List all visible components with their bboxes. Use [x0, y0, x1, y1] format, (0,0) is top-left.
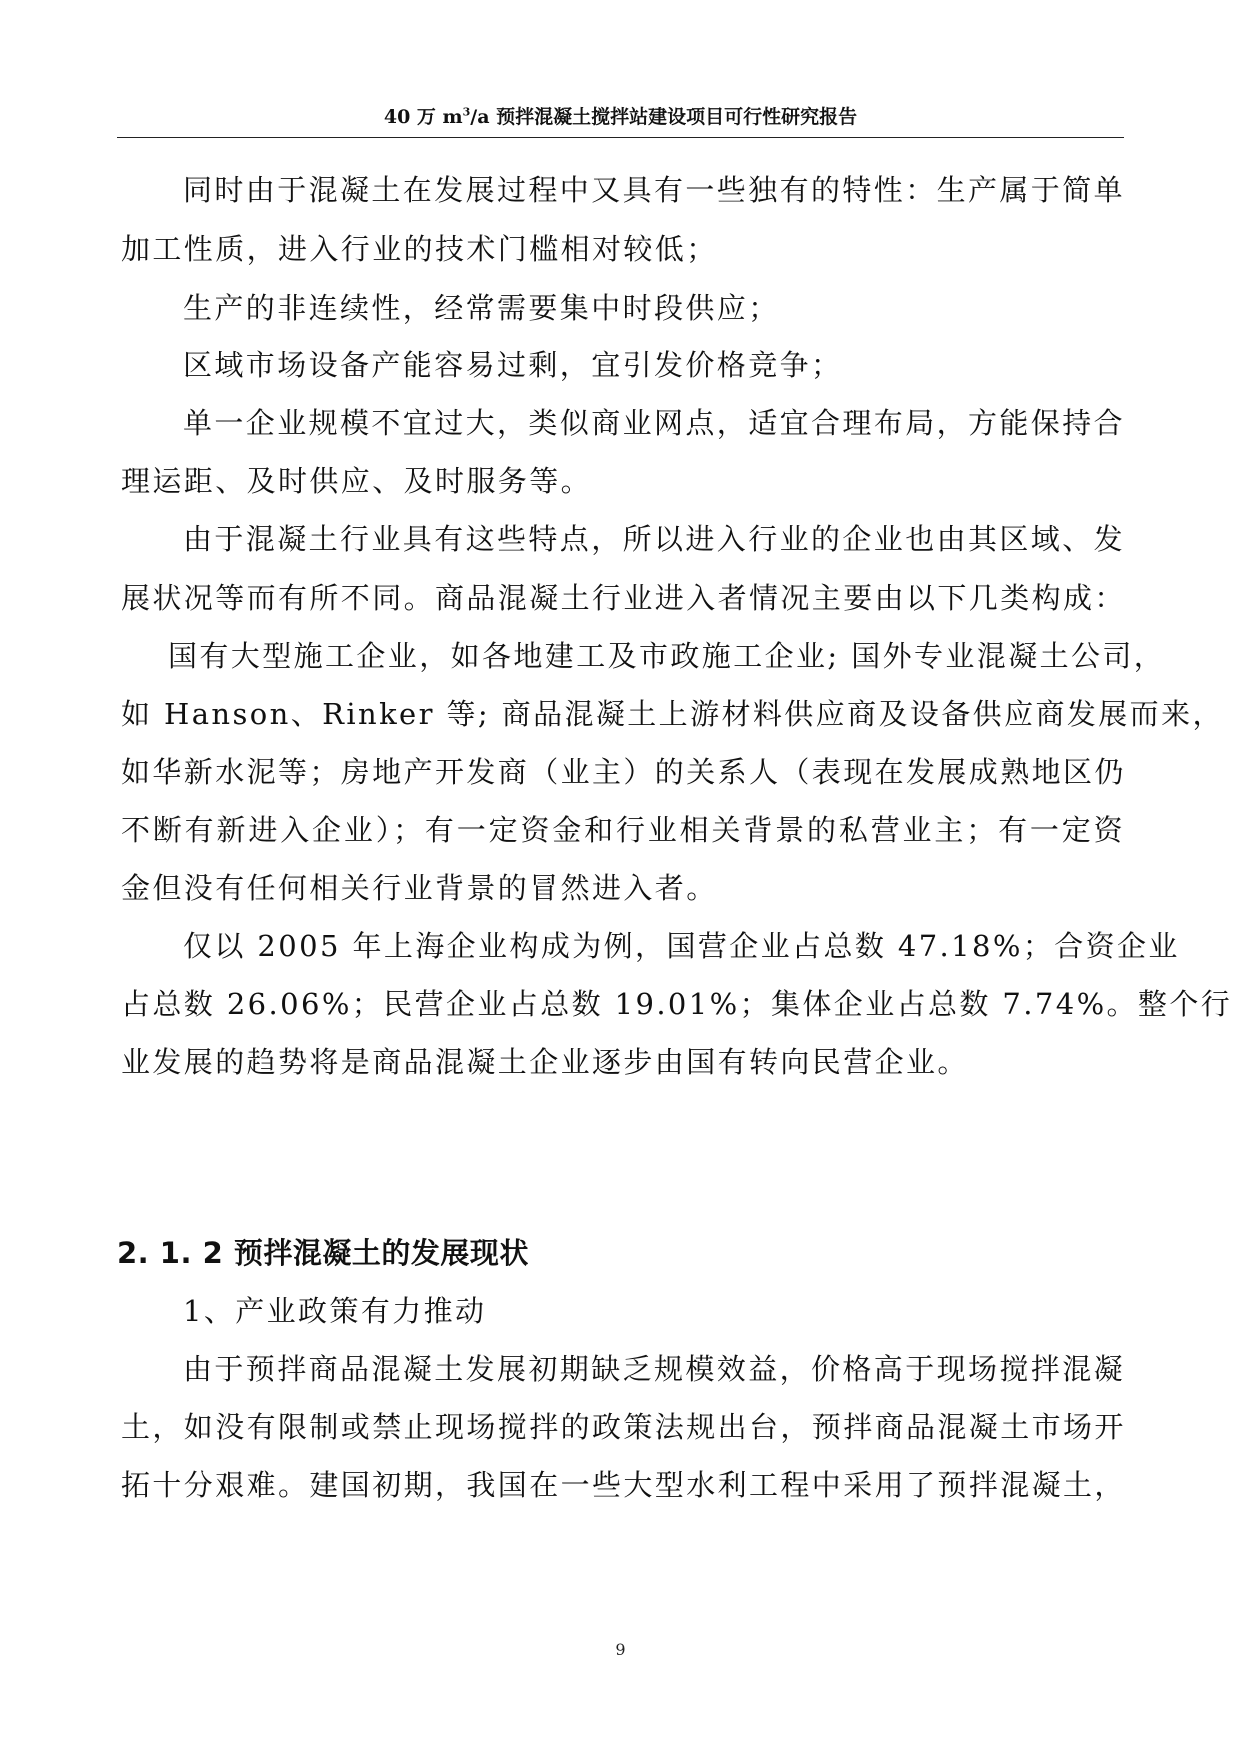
body-line: 由于预拌商品混凝土发展初期缺乏规模效益，价格高于现场搅拌混凝 — [183, 1352, 1126, 1386]
body-line: 加工性质，进入行业的技术门槛相对较低； — [121, 232, 718, 266]
body-line: 国有大型施工企业，如各地建工及市政施工企业; 国外专业混凝土公司， — [168, 639, 1166, 673]
header-title-prefix: 40 万 m — [383, 106, 463, 128]
body-line: 金但没有任何相关行业背景的冒然进入者。 — [121, 871, 718, 905]
body-line: 不断有新进入企业）；有一定资金和行业相关背景的私营业主；有一定资 — [121, 813, 1125, 847]
body-line: 生产的非连续性，经常需要集中时段供应； — [183, 291, 780, 325]
body-line: 区域市场设备产能容易过剩，宜引发价格竞争； — [183, 348, 843, 382]
header-title-suffix: /a 预拌混凝土搅拌站建设项目可行性研究报告 — [470, 106, 858, 128]
body-line: 理运距、及时供应、及时服务等。 — [121, 464, 593, 498]
body-line: 如华新水泥等；房地产开发商（业主）的关系人（表现在发展成熟地区仍 — [121, 755, 1126, 789]
body-line: 土，如没有限制或禁止现场搅拌的政策法规出台，预拌商品混凝土市场开 — [121, 1410, 1126, 1444]
body-line: 仅以 2005 年上海企业构成为例，国营企业占总数 47.18%；合资企业 — [183, 929, 1180, 963]
body-line: 如 Hanson、Rinker 等; 商品混凝土上游材料供应商及设备供应商发展而来， — [121, 697, 1224, 731]
body-line: 由于混凝土行业具有这些特点，所以进入行业的企业也由其区域、发 — [183, 522, 1126, 556]
section-heading: 2. 1. 2 预拌混凝土的发展现状 — [117, 1236, 529, 1270]
body-line: 同时由于混凝土在发展过程中又具有一些独有的特性：生产属于简单 — [183, 173, 1126, 207]
list-item-heading: 1、产业政策有力推动 — [183, 1294, 487, 1328]
page-header — [117, 104, 1124, 130]
body-line: 展状况等而有所不同。商品混凝土行业进入者情况主要由以下几类构成： — [121, 581, 1126, 615]
header-title-superscript: 3 — [462, 105, 471, 119]
page-number: 9 — [615, 1640, 626, 1659]
body-line: 拓十分艰难。建国初期，我国在一些大型水利工程中采用了预拌混凝土， — [121, 1468, 1126, 1502]
body-line: 单一企业规模不宜过大，类似商业网点，适宜合理布局，方能保持合 — [183, 406, 1126, 440]
body-line: 业发展的趋势将是商品混凝土企业逐步由国有转向民营企业。 — [121, 1045, 969, 1079]
header-divider — [117, 137, 1124, 138]
body-line: 占总数 26.06%；民营企业占总数 19.01%；集体企业占总数 7.74%。整个行 — [121, 987, 1233, 1021]
